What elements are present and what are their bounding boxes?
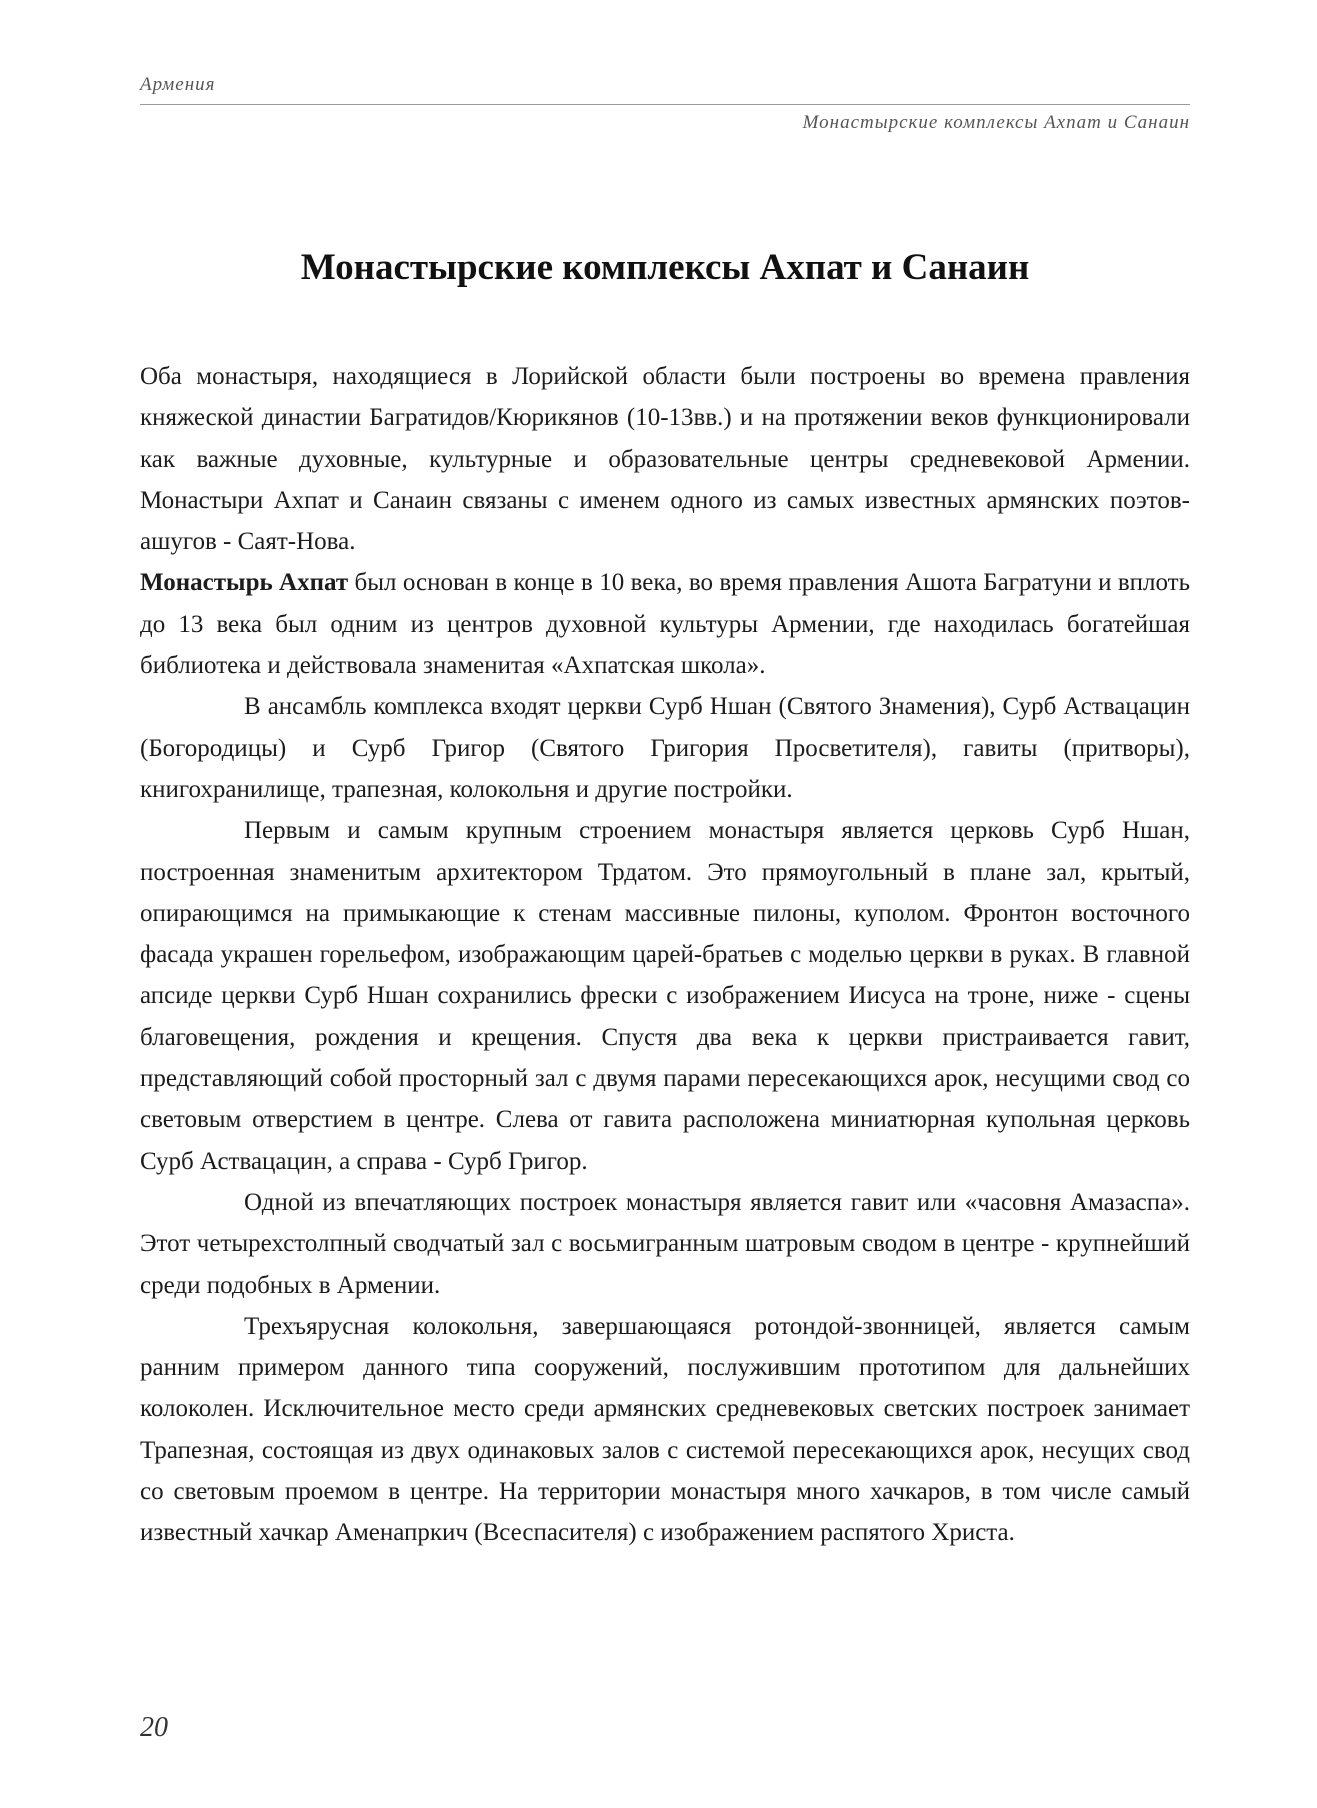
article-body — [140, 356, 1190, 1554]
paragraph-lead-bold: Монастырь Ахпат — [140, 569, 349, 597]
running-header-left: Армения — [140, 74, 216, 95]
paragraph-gavit: Одной из впечатляющих построек монастыря является гавит или «часовня Амазаспа». Этот четырехстолпный сводчатый зал с восьмигранным шатровым сводом в центре - крупнейший среди подобных в Армении. — [140, 1188, 1190, 1299]
paragraph-intro: Оба монастыря, находящиеся в Лорийской области были построены во времена правления княжеской династии Багратидов/Кюрикянов (10-13вв.) и на протяжении веков функционировали как важные духовные, культурные и образовательные центры средневековой Армении. Монастыри Ахпат и Санаин связаны с именем одного из самых известных армянских поэтов-ашугов - Саят-Нова. — [140, 363, 1190, 556]
running-header-right: Монастырские комплексы Ахпат и Санаин — [802, 112, 1190, 133]
page-number: 20 — [140, 1712, 168, 1743]
paragraph-surb-nshan: Первым и самым крупным строением монастыря является церковь Сурб Ншан, построенная знаменитым архитектором Трдатом. Это прямоугольный в плане зал, крытый, опирающимся на примыкающие к стенам массивные пилоны, куполом. Фронтон восточного фасада украшен горельефом, изображающим царей-братьев с моделью церкви в руках. В главной апсиде церкви Сурб Ншан сохранились фрески с изображением Иисуса на троне, ниже - сцены благовещения, рождения и крещения. Спустя два века к церкви пристраивается гавит, представляющий собой просторный зал с двумя парами пересекающихся арок, несущими свод со световым отверстием в центре. Слева от гавита расположена миниатюрная купольная церковь Сурб Аствацацин, а справа - Сурб Григор. — [140, 817, 1190, 1175]
paragraph-bell-tower: Трехъярусная колокольня, завершающаяся ротондой-звонницей, является самым ранним примером данного типа сооружений, послужившим прототипом для дальнейших колоколен. Исключительное место среди армянских средневековых светских построек занимает Трапезная, состоящая из двух одинаковых залов с системой пересекающихся арок, несущих свод со световым проемом в центре. На территории монастыря много хачкаров, в том числе самый известный хачкар Аменапркич (Всеспасителя) с изображением распятого Христа. — [140, 1312, 1190, 1547]
paragraph-lead-rest: был основан в конце в 10 века, во время правления Ашота Багратуни и вплоть до 13 века был одним из центров духовной культуры Армении, где находилась богатейшая библиотека и действовала знаменитая «Ахпатская школа». — [140, 569, 1190, 680]
paragraph-ensemble: В ансамбль комплекса входят церкви Сурб Ншан (Святого Знамения), Сурб Аствацацин (Богородицы) и Сурб Григор (Святого Григория Просветителя), гавиты (притворы), книгохранилище, трапезная, колокольня и другие постройки. — [140, 693, 1190, 803]
page-title: Монастырские комплексы Ахпат и Санаин — [300, 247, 1030, 288]
header-divider — [140, 104, 1190, 105]
paragraph-akhpat-founding — [140, 562, 1190, 686]
